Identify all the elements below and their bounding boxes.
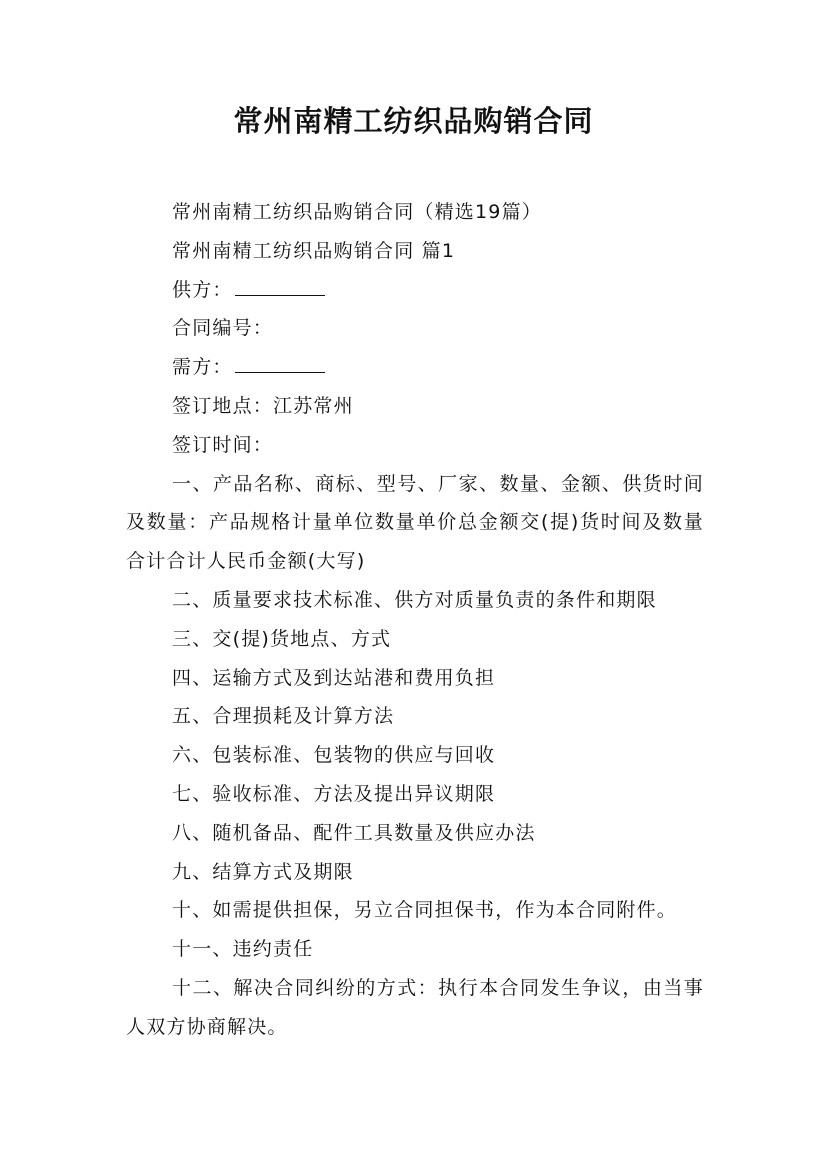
supplier-label: 供方：: [172, 278, 233, 301]
sign-time-line: 签订时间：: [172, 433, 274, 456]
clause-11: 十一、违约责任: [172, 938, 314, 961]
supplier-blank: [235, 274, 325, 296]
clause-10: 十、如需提供担保，另立合同担保书，作为本合同附件。: [172, 899, 678, 922]
clause-7: 七、验收标准、方法及提出异议期限: [172, 782, 496, 805]
buyer-blank: [235, 351, 325, 373]
clause-9: 九、结算方式及期限: [172, 860, 354, 883]
clause-5: 五、合理损耗及计算方法: [172, 705, 395, 728]
clause-3: 三、交(提)货地点、方式: [172, 627, 392, 650]
clause-1: 一、产品名称、商标、型号、厂家、数量、金额、供货时间及数量：产品规格计量单位数量单价总金额交(提)货时间及数量合计合计人民币金额(大写): [126, 472, 704, 573]
document-body: [126, 193, 704, 1047]
clause-6: 六、包装标准、包装物的供应与回收: [172, 744, 496, 767]
document-subtitle: 常州南精工纺织品购销合同（精选19篇）: [172, 201, 542, 223]
clause-12: 十二、解决合同纠纷的方式：执行本合同发生争议，由当事人双方协商解决。: [126, 976, 704, 1038]
contract-no-line: 合同编号：: [172, 317, 274, 340]
clause-2: 二、质量要求技术标准、供方对质量负责的条件和期限: [172, 588, 657, 611]
buyer-line: [126, 348, 704, 387]
buyer-label: 需方：: [172, 356, 233, 379]
clause-4: 四、运输方式及到达站港和费用负担: [172, 666, 496, 689]
supplier-line: [126, 271, 704, 310]
document-title: 常州南精工纺织品购销合同: [233, 104, 594, 138]
section-heading: 常州南精工纺织品购销合同 篇1: [172, 239, 456, 262]
clause-8: 八、随机备品、配件工具数量及供应办法: [172, 821, 536, 844]
sign-place-line: 签订地点：江苏常州: [172, 394, 354, 417]
